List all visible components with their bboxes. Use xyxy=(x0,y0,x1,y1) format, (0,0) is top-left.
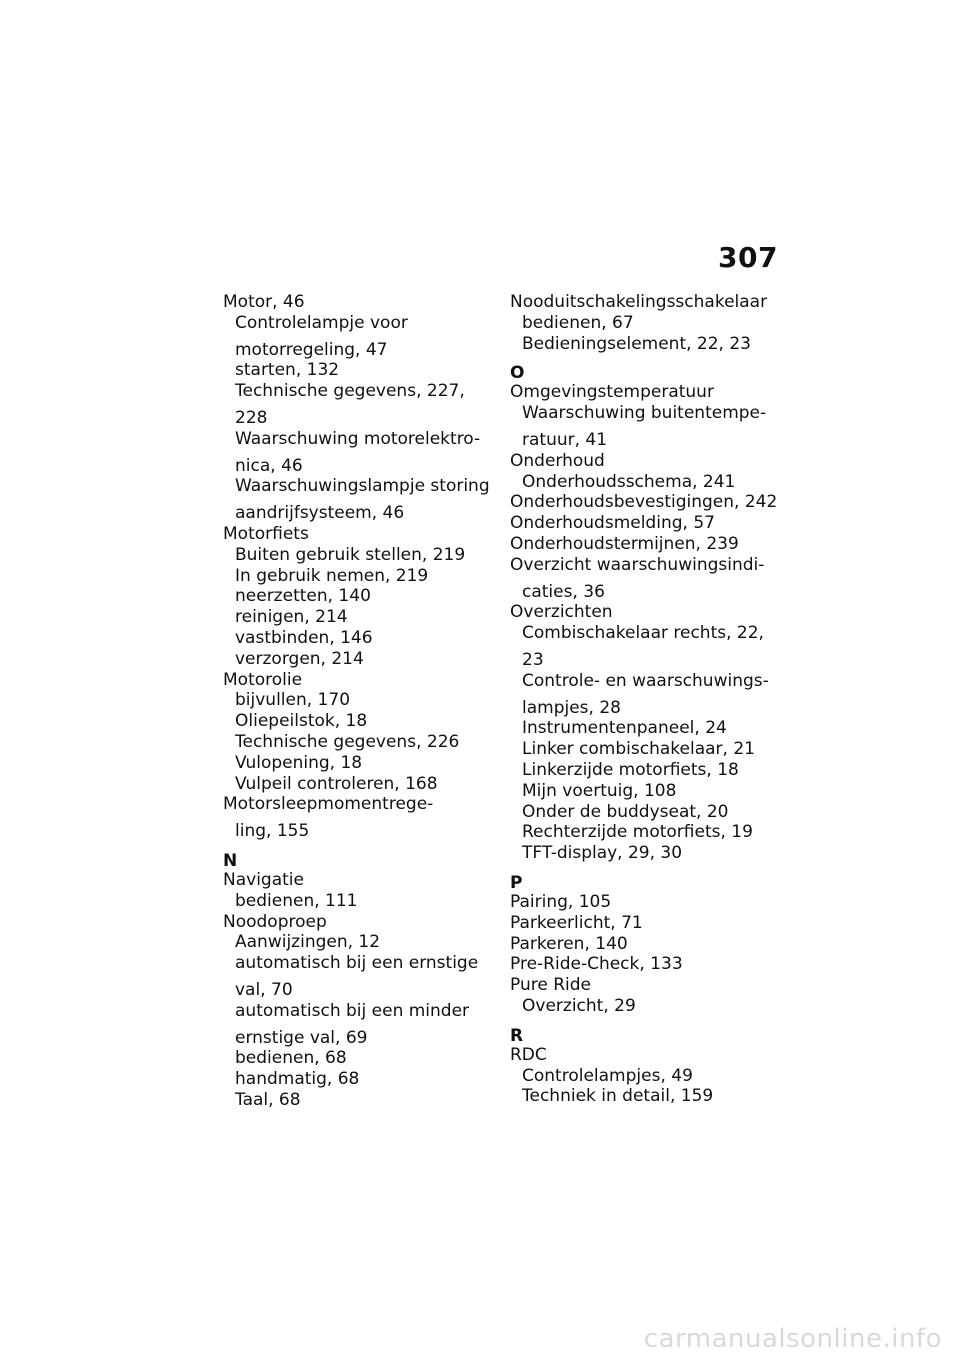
index-subentry: Technische gegevens, 227, xyxy=(235,381,465,402)
index-subentry: Technische gegevens, 226 xyxy=(235,731,460,752)
index-subentry: Combischakelaar rechts, 22, xyxy=(522,623,764,644)
index-entry: Pairing, 105 xyxy=(510,891,612,912)
index-subentry: Waarschuwingslampje storing xyxy=(235,476,490,497)
index-subentry: vastbinden, 146 xyxy=(235,627,373,648)
index-subentry: Rechterzijde motorfiets, 19 xyxy=(522,822,753,843)
index-entry: RDC xyxy=(510,1044,547,1065)
index-subentry: Bedieningselement, 22, 23 xyxy=(522,333,751,354)
index-subentry: ling, 155 xyxy=(235,821,310,842)
index-entry: Noodoproep xyxy=(223,911,327,932)
index-subentry: Mijn voertuig, 108 xyxy=(522,780,677,801)
index-subentry: Overzicht, 29 xyxy=(522,995,636,1016)
index-entry: Motorfiets xyxy=(223,523,309,544)
index-subentry: Buiten gebruik stellen, 219 xyxy=(235,544,466,565)
index-subentry: bedienen, 67 xyxy=(522,312,634,333)
index-subentry: bijvullen, 170 xyxy=(235,690,351,711)
index-column-left xyxy=(223,292,503,1111)
index-section-letter: P xyxy=(510,872,523,893)
index-entry: Parkeerlicht, 71 xyxy=(510,912,643,933)
index-entry: Motor, 46 xyxy=(223,292,305,312)
index-subentry: Onder de buddyseat, 20 xyxy=(522,801,729,822)
index-subentry: Vulpeil controleren, 168 xyxy=(235,773,438,794)
index-subentry: Linkerzijde motorfiets, 18 xyxy=(522,759,739,780)
index-entry: Onderhoudsbevestigingen, 242 xyxy=(510,492,778,513)
index-subentry: neerzetten, 140 xyxy=(235,586,371,607)
index-section-letter: O xyxy=(510,363,525,384)
index-subentry: Instrumentenpaneel, 24 xyxy=(522,718,727,739)
index-subentry: lampjes, 28 xyxy=(522,697,621,718)
index-subentry: bedienen, 68 xyxy=(235,1048,347,1069)
index-entry: Pre-Ride-Check, 133 xyxy=(510,954,683,975)
index-subentry: aandrijfsysteem, 46 xyxy=(235,503,405,524)
index-subentry: Waarschuwing buitentempe- xyxy=(522,403,767,424)
index-subentry: val, 70 xyxy=(235,979,293,1000)
index-section-letter: R xyxy=(510,1025,524,1046)
index-entry: Motorolie xyxy=(223,669,303,690)
page-number: 307 xyxy=(718,241,778,274)
index-entry: Overzicht waarschuwingsindi- xyxy=(510,554,765,575)
index-column-right xyxy=(510,292,785,1107)
index-subentry: ernstige val, 69 xyxy=(235,1027,368,1048)
index-subentry: bedienen, 111 xyxy=(235,890,358,911)
index-subentry: Techniek in detail, 159 xyxy=(522,1086,714,1107)
index-subentry: Onderhoudsschema, 241 xyxy=(522,471,736,492)
index-subentry: In gebruik nemen, 219 xyxy=(235,565,429,586)
index-entry: Nooduitschakelingsschakelaar xyxy=(510,292,768,312)
index-subentry: Linker combischakelaar, 21 xyxy=(522,739,755,760)
index-entry: Pure Ride xyxy=(510,975,591,996)
index-subentry: Oliepeilstok, 18 xyxy=(235,711,368,732)
index-entry: Parkeren, 140 xyxy=(510,933,628,954)
index-subentry: nica, 46 xyxy=(235,455,303,476)
index-subentry: caties, 36 xyxy=(522,581,605,602)
index-subentry: handmatig, 68 xyxy=(235,1069,360,1090)
index-entry: Navigatie xyxy=(223,869,304,890)
watermark-text: carmanualsonline.info xyxy=(643,1324,942,1354)
index-subentry: Controle- en waarschuwings- xyxy=(522,670,769,691)
index-subentry: ratuur, 41 xyxy=(522,429,608,450)
index-subentry: Aanwijzingen, 12 xyxy=(235,932,381,953)
index-section-letter: N xyxy=(223,850,238,871)
index-entry: Onderhoud xyxy=(510,450,605,471)
index-entry: Onderhoudsmelding, 57 xyxy=(510,513,715,534)
index-subentry: Controlelampje voor xyxy=(235,312,408,333)
index-subentry: starten, 132 xyxy=(235,360,340,381)
index-subentry: 23 xyxy=(522,649,544,670)
index-subentry: Controlelampjes, 49 xyxy=(522,1065,693,1086)
index-subentry: Vulopening, 18 xyxy=(235,752,363,773)
index-subentry: 228 xyxy=(235,407,268,428)
index-entry: Motorsleepmomentrege- xyxy=(223,794,434,815)
index-subentry: Taal, 68 xyxy=(235,1089,301,1110)
index-subentry: verzorgen, 214 xyxy=(235,648,364,669)
index-entry: Omgevingstemperatuur xyxy=(510,382,714,403)
index-subentry: motorregeling, 47 xyxy=(235,339,388,360)
index-subentry: automatisch bij een ernstige xyxy=(235,953,479,974)
index-subentry: reinigen, 214 xyxy=(235,607,348,628)
index-subentry: automatisch bij een minder xyxy=(235,1000,470,1021)
index-subentry: Waarschuwing motorelektro- xyxy=(235,428,481,449)
index-entry: Overzichten xyxy=(510,602,613,623)
index-entry: Onderhoudstermijnen, 239 xyxy=(510,533,739,554)
index-subentry: TFT-display, 29, 30 xyxy=(522,843,683,864)
